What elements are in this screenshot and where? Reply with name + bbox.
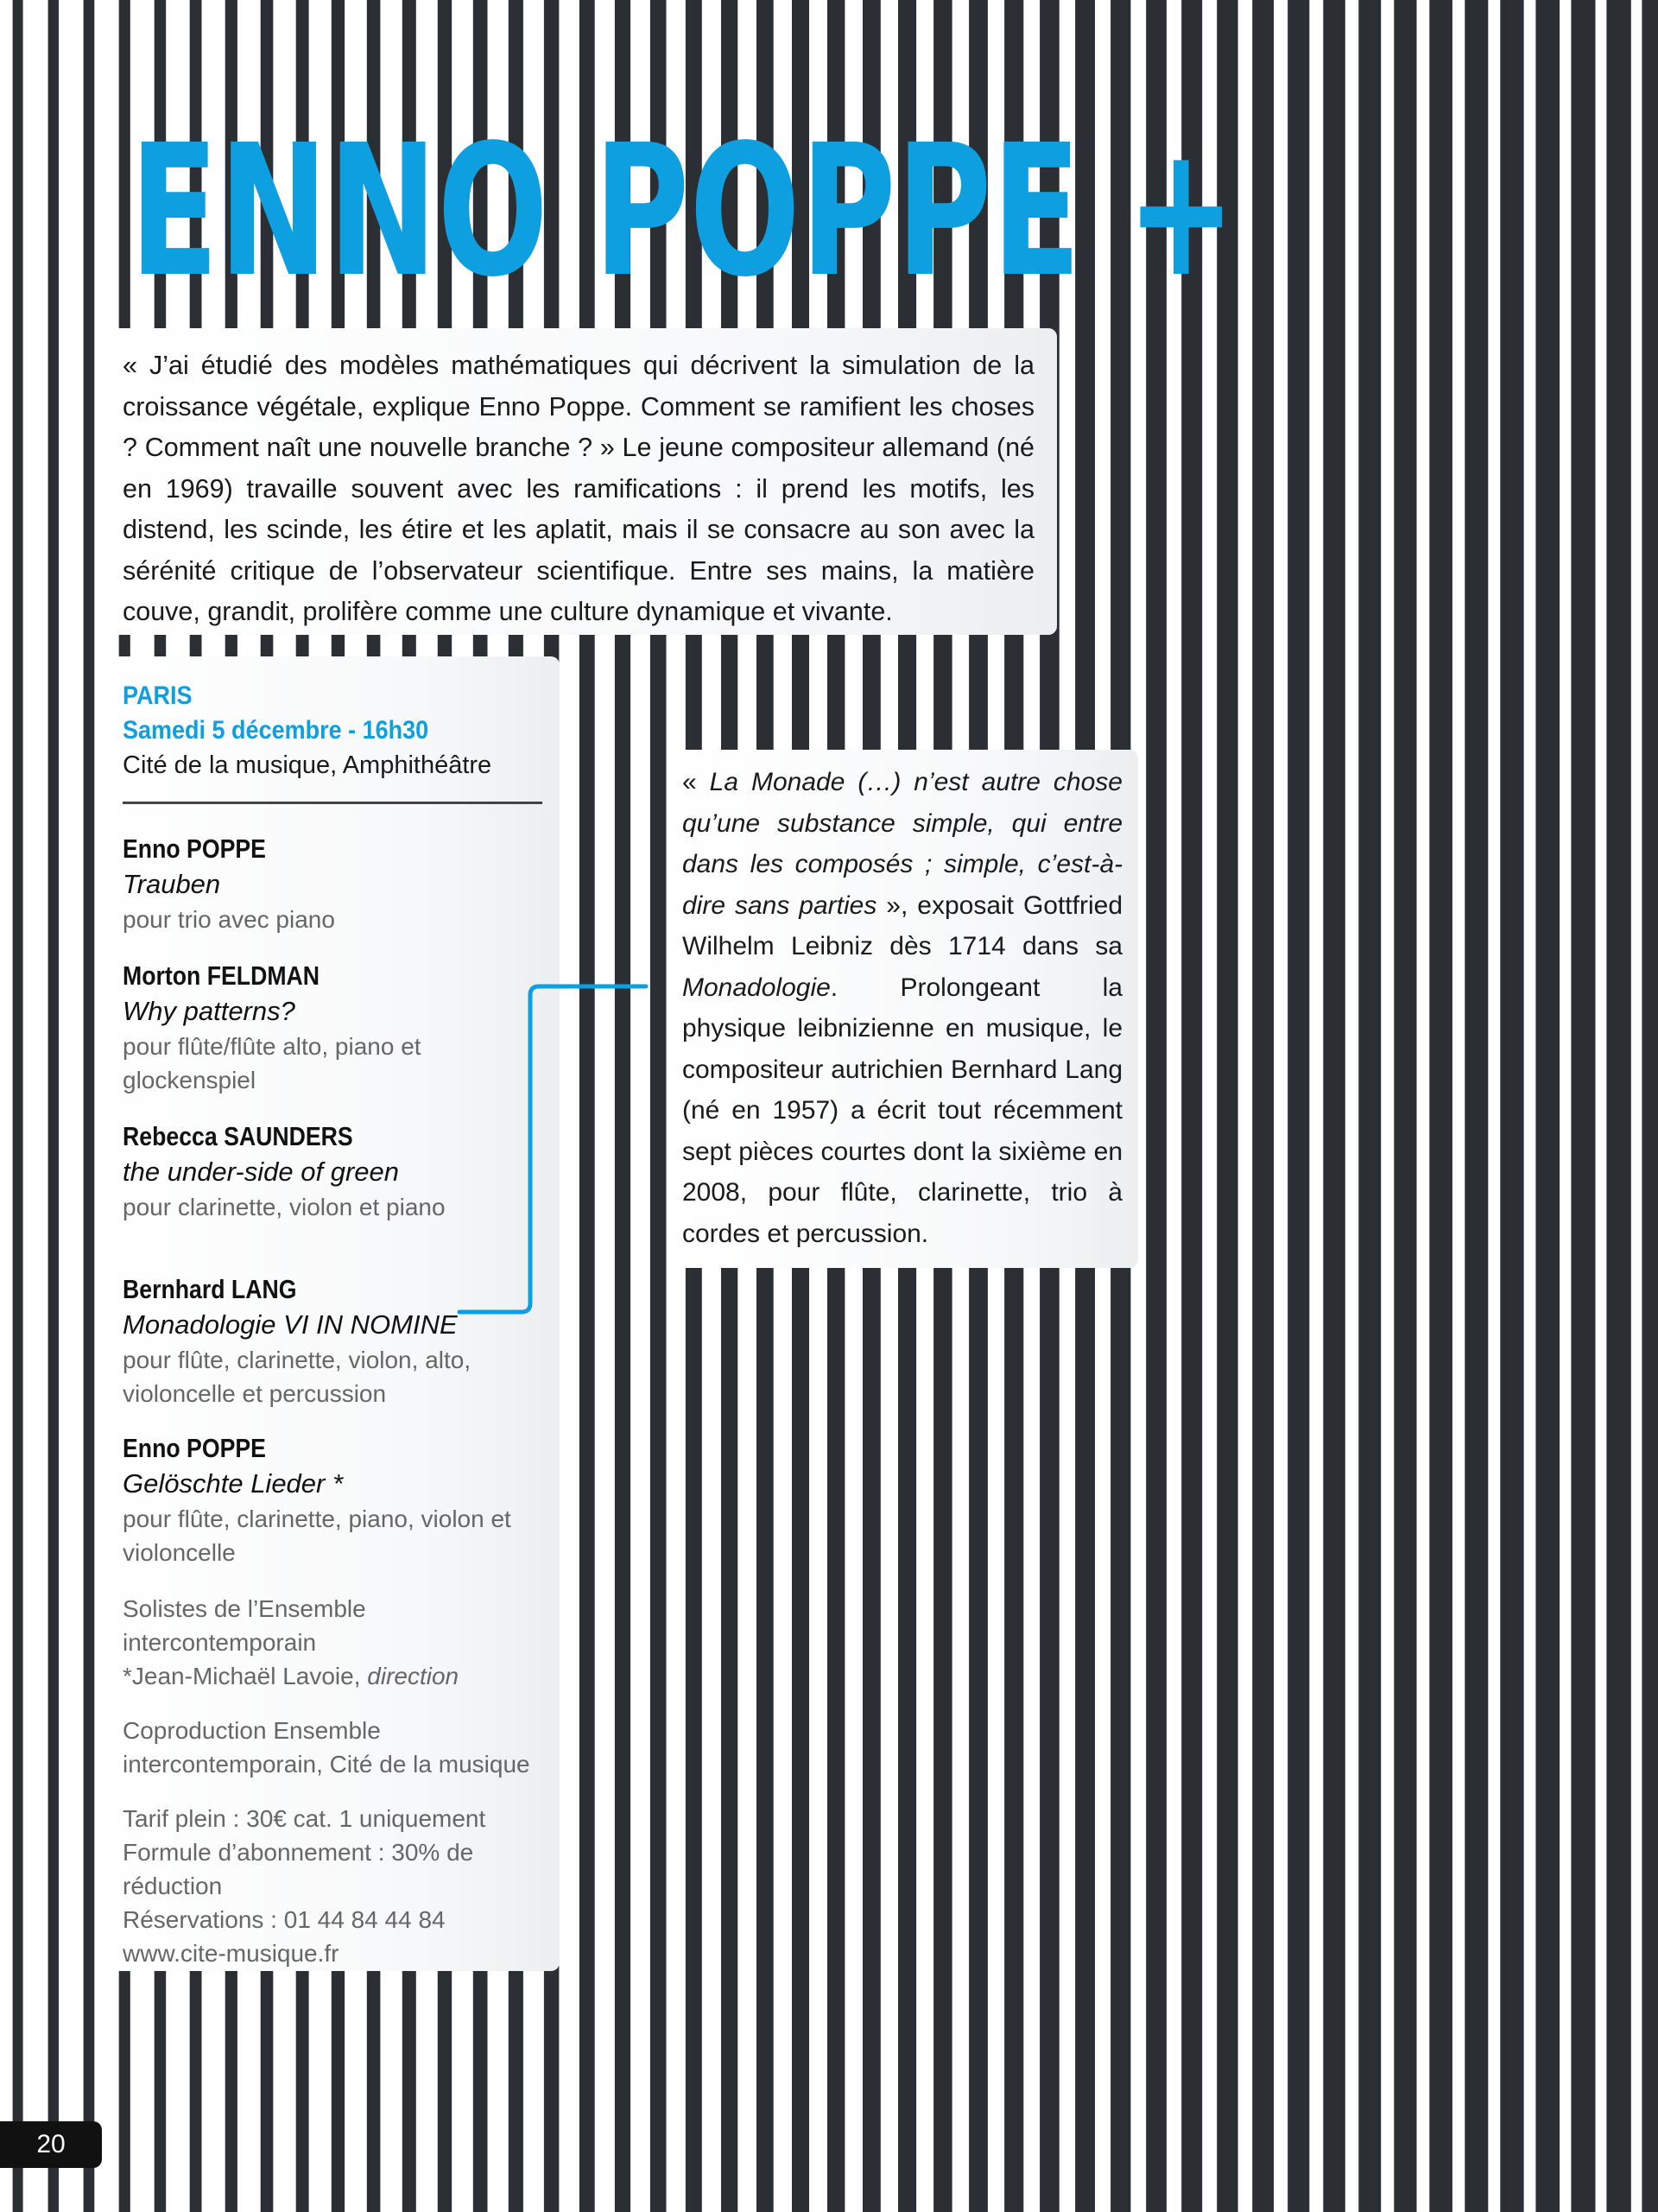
stripe xyxy=(1642,0,1658,2212)
stripe xyxy=(1500,0,1523,2212)
conductor-role: direction xyxy=(367,1663,459,1689)
composer-name: Rebecca SAUNDERS xyxy=(123,1121,353,1151)
composer-name: Morton FELDMAN xyxy=(123,960,320,991)
stripe xyxy=(1535,0,1560,2212)
work-title: the under-side of green xyxy=(123,1157,399,1187)
quote-text xyxy=(682,762,1123,1254)
stripe xyxy=(1252,0,1274,2212)
work-title: Gelöschte Lieder * xyxy=(123,1468,344,1499)
tarif: Tarif plein : 30€ cat. 1 uniquement xyxy=(123,1805,486,1832)
composer-name: Enno POPPE xyxy=(123,1433,266,1463)
work-title: Monadologie VI IN NOMINE xyxy=(123,1309,458,1340)
stripe xyxy=(1358,0,1381,2212)
stripe xyxy=(1181,0,1202,2212)
quote-mid: », exposait Gottfried Wilhelm Leibniz dès 1714 dans sa xyxy=(682,891,1123,960)
concert-venue: Cité de la musique, Amphithéâtre xyxy=(123,751,492,779)
quote-title: Monadologie xyxy=(682,973,831,1002)
coproduction-note: Coproduction Ensemble intercontemporain, Cité de la musique xyxy=(123,1717,530,1778)
instrumentation: pour flûte, clarinette, violon, alto, violoncelle et percussion xyxy=(123,1347,471,1407)
stripe xyxy=(84,0,95,2212)
stripe xyxy=(1288,0,1309,2212)
reservations: Réservations : 01 44 84 44 84 xyxy=(123,1906,446,1933)
composer-name: Enno POPPE xyxy=(123,833,266,864)
stripe xyxy=(1606,0,1630,2212)
stripe xyxy=(1465,0,1488,2212)
abonnement: Formule d’abonnement : 30% de réduction xyxy=(123,1839,474,1899)
conductor: *Jean-Michaël Lavoie, xyxy=(123,1663,361,1689)
program-item xyxy=(123,1119,546,1224)
quote-end: . Prolongeant la physique leibnizienne en musique, le compositeur autrichien Bernhard Lang (né en 1957) a écrit tout récemment sept pièces courtes dont la sixième en 2008, pour flûte, clarinette, trio à cordes et percussion. xyxy=(682,973,1123,1248)
concert-date: Samedi 5 décembre - 16h30 xyxy=(123,716,429,745)
stripe xyxy=(1429,0,1452,2212)
instrumentation: pour flûte, clarinette, piano, violon et violoncelle xyxy=(123,1505,511,1566)
program-item xyxy=(123,1272,546,1410)
page-number: 20 xyxy=(0,2121,102,2168)
composer-name: Bernhard LANG xyxy=(123,1274,297,1304)
ticket-info xyxy=(123,1802,546,1970)
quote-italic: La Monade (…) n’est autre chose qu’une substance simple, qui entre dans les composés ; simple, c’est-à-dire sans parties xyxy=(682,768,1123,920)
stripe xyxy=(1394,0,1416,2212)
work-title: Why patterns? xyxy=(123,996,295,1026)
concert-city: PARIS xyxy=(123,681,193,710)
stripe xyxy=(1571,0,1595,2212)
divider xyxy=(123,802,542,804)
program-item xyxy=(123,1431,546,1569)
stripe xyxy=(1146,0,1167,2212)
instrumentation: pour trio avec piano xyxy=(123,906,335,933)
program-item xyxy=(123,832,546,936)
website-link[interactable]: www.cite-musique.fr xyxy=(123,1940,339,1967)
stripe xyxy=(1323,0,1345,2212)
intro-text: « J’ai étudié des modèles mathématiques qui décrivent la simulation de la croissance végétale, explique Enno Poppe. Comment se ramifient les choses ? Comment naît une nouvelle branche ? » Le jeune compositeur allemand (né en 1969) travaille souvent avec les ramifications : il prend les motifs, les distend, les scinde, les étire et les aplatit, mais il se consacre au son avec la sérénité critique de l’observateur scientifique. Entre ses mains, la matière couve, grandit, prolifère comme une culture dynamique et vivante. xyxy=(123,351,1035,626)
instrumentation: pour clarinette, violon et piano xyxy=(123,1194,446,1220)
program-item xyxy=(123,959,546,1097)
quote-open: « xyxy=(682,768,710,796)
page-title: ENNO POPPE + xyxy=(130,105,1237,317)
performers-note xyxy=(123,1592,546,1693)
stripe xyxy=(1217,0,1237,2212)
quote-panel xyxy=(672,750,1138,1268)
intro-panel xyxy=(102,328,1057,635)
stripe xyxy=(13,0,23,2212)
work-title: Trauben xyxy=(123,869,221,899)
performers: Solistes de l’Ensemble intercontemporain xyxy=(123,1595,366,1656)
stripe xyxy=(48,0,59,2212)
program-list xyxy=(123,832,546,1569)
concert-info-panel xyxy=(102,656,560,1971)
instrumentation: pour flûte/flûte alto, piano et glockenspiel xyxy=(123,1033,421,1093)
